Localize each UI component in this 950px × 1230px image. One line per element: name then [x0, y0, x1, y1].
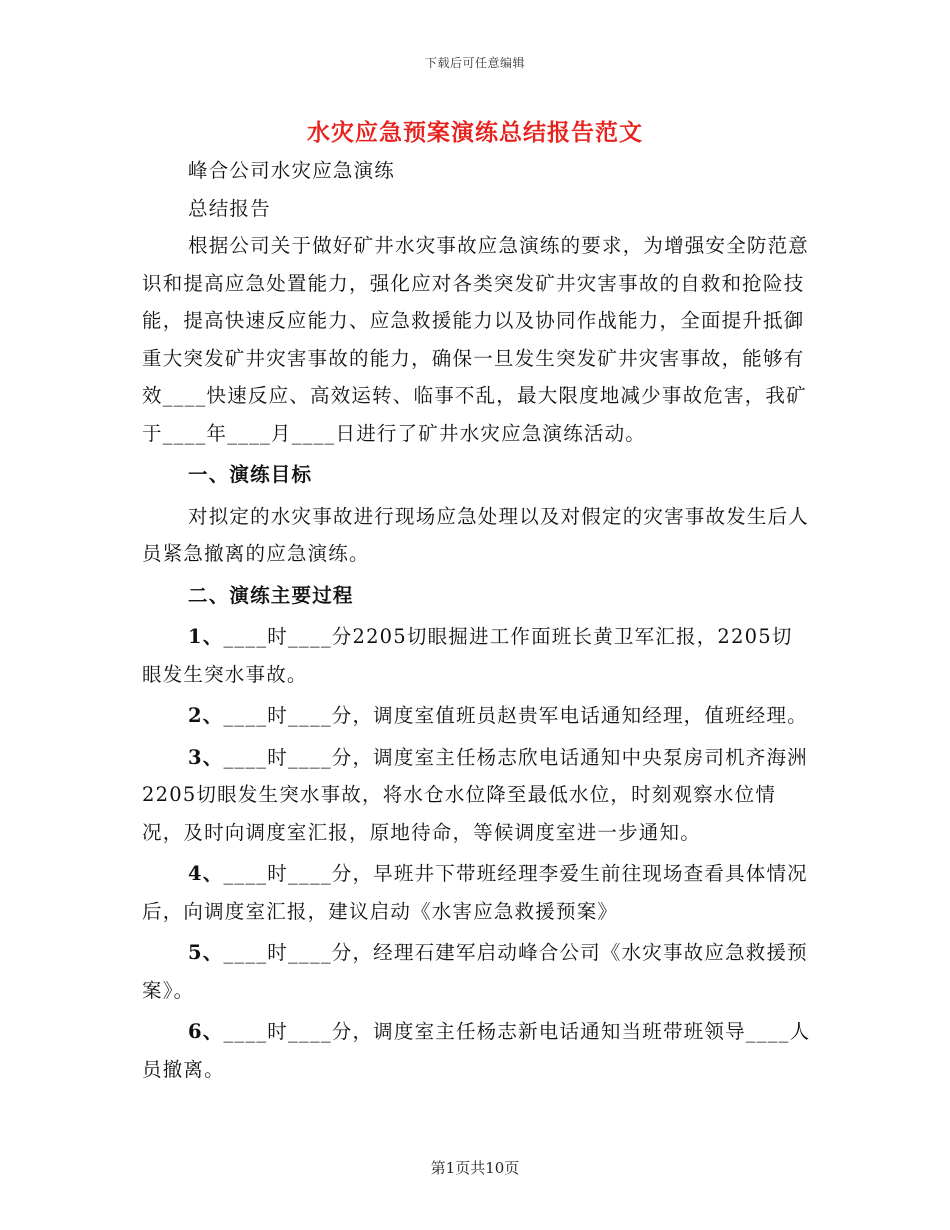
step-number: 3、 — [188, 745, 224, 769]
step-text: ____时____分，调度室值班员赵贵军电话通知经理，值班经理。 — [223, 704, 808, 727]
process-step — [142, 739, 812, 852]
step-number: 1、 — [188, 625, 224, 648]
step-number: 5、 — [188, 941, 224, 964]
intro-paragraph: 根据公司关于做好矿井水灾事故应急演练的要求，为增强安全防范意识和提高应急处置能力，强化应对各类突发矿井灾害事故的自救和抢险技能，提高快速反应能力、应急救援能力以及协同作战能力，全面提升抵御重大突发矿井灾害事故的能力，确保一旦发生突发矿井灾害事故，能够有效____快速反应、高效运转、临事不乱，最大限度地减少事故危害，我矿于____年____月____日进行了矿井水灾应急演练活动。 — [142, 234, 810, 445]
process-step — [142, 618, 812, 693]
step-text: ____时____分，早班井下带班经理李爱生前往现场查看具体情况后，向调度室汇报，建议启动《水害应急救援预案》 — [142, 862, 808, 923]
process-step — [142, 1013, 812, 1088]
section-heading-process: 二、演练主要过程 — [188, 583, 354, 607]
process-step — [142, 934, 812, 1009]
step-text: ____时____分，调度室主任杨志新电话通知当班带班领导____人员撤离。 — [142, 1020, 811, 1081]
process-step — [142, 855, 812, 930]
goal-paragraph: 对拟定的水灾事故进行现场应急处理以及对假定的灾害事故发生后人员紧急撤离的应急演练。 — [142, 504, 810, 565]
header-note: 下载后可任意编辑 — [424, 56, 525, 70]
intro-line-report: 总结报告 — [188, 196, 271, 220]
intro-line-company: 峰合公司水灾应急演练 — [188, 159, 396, 182]
step-number: 6、 — [188, 1020, 224, 1043]
step-number: 2、 — [188, 704, 224, 727]
document-body — [142, 152, 812, 1088]
process-step — [142, 697, 812, 735]
page-footer: 第1页共10页 — [430, 1159, 520, 1177]
step-text: ____时____分，经理石建军启动峰合公司《水灾事故应急救援预案》。 — [142, 941, 808, 1002]
step-text: ____时____分2205切眼掘进工作面班长黄卫军汇报，2205切眼发生突水事故。 — [142, 625, 793, 686]
step-number: 4、 — [188, 862, 224, 885]
section-heading-goal: 一、演练目标 — [188, 463, 313, 486]
document-title: 水灾应急预案演练总结报告范文 — [307, 119, 643, 146]
step-text: ____时____分，调度室主任杨志欣电话通知中央泵房司机齐海洲2205切眼发生突水事故，将水仓水位降至最低水位，时刻观察水位情况，及时向调度室汇报，原地待命，等候调度室进一步通知。 — [142, 745, 808, 844]
